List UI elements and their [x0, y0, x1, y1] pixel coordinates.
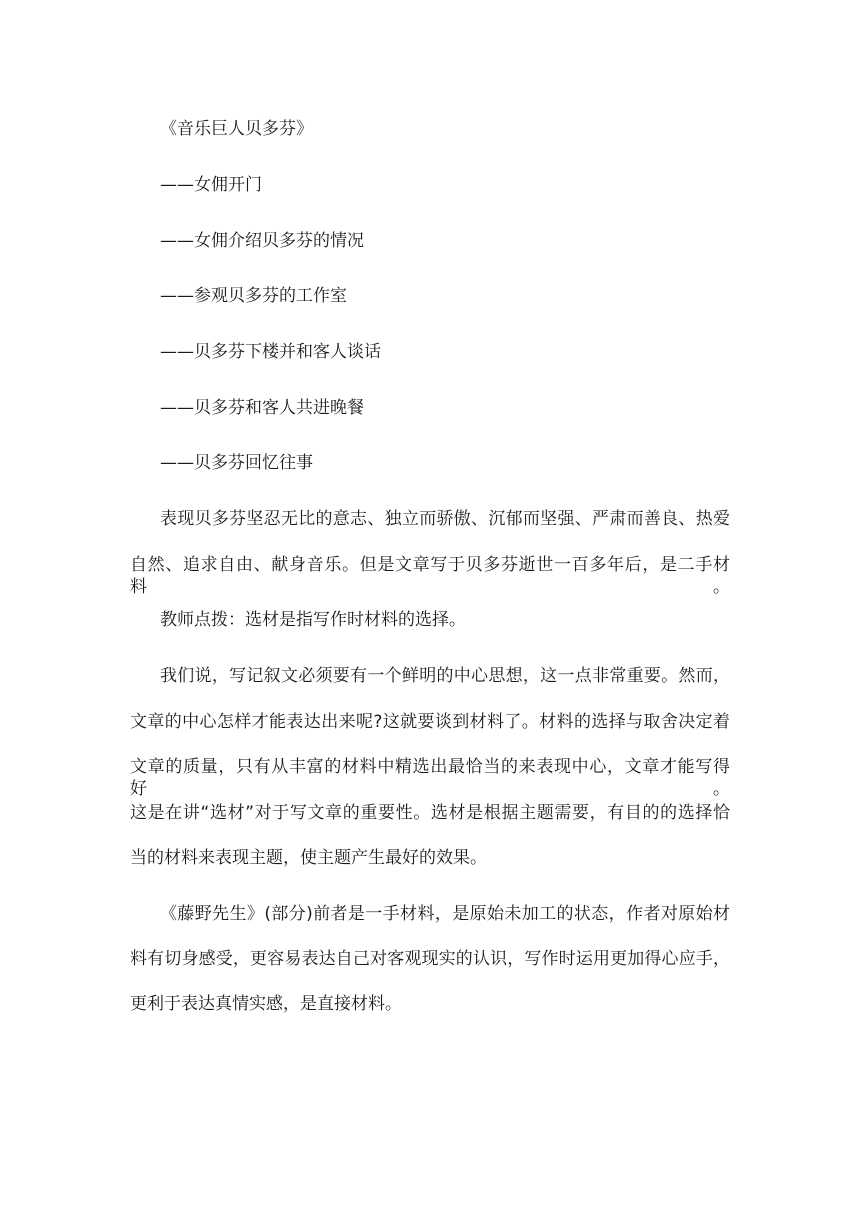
paragraph-line: 《藤野先生》(部分)前者是一手材料，是原始未加工的状态，作者对原始材	[160, 904, 730, 924]
paragraph-line: 表现贝多芬坚忍无比的意志、独立而骄傲、沉郁而坚强、严肃而善良、热爱	[160, 509, 730, 529]
paragraph-line: 文章的质量，只有从丰富的材料中精选出最恰当的来表现中心，文章才能写得好。	[130, 757, 730, 799]
paragraph-line: 文章的中心怎样才能表达出来呢?这就要谈到材料了。材料的选择与取舍决定着	[130, 712, 730, 732]
paragraph-line: 这是在讲“选材”对于写文章的重要性。选材是根据主题需要，有目的的选择恰	[130, 803, 730, 823]
paragraph-line: 我们说，写记叙文必须要有一个鲜明的中心思想，这一点非常重要。然而，	[160, 666, 730, 686]
outline-item: ——贝多芬下楼并和客人谈话	[160, 342, 381, 362]
paragraph-line: 当的材料来表现主题，使主题产生最好的效果。	[130, 848, 487, 868]
paragraph-line: 料有切身感受，更容易表达自己对客观现实的认识，写作时运用更加得心应手，	[130, 949, 730, 969]
outline-title: 《音乐巨人贝多芬》	[160, 119, 313, 139]
paragraph-line: 教师点拨：选材是指写作时材料的选择。	[160, 610, 466, 630]
outline-item: ——贝多芬回忆往事	[160, 453, 313, 473]
paragraph-line: 自然、追求自由、献身音乐。但是文章写于贝多芬逝世一百多年后，是二手材料。	[130, 555, 730, 597]
paragraph-line: 更利于表达真情实感，是直接材料。	[130, 994, 402, 1014]
outline-item: ——女佣开门	[160, 175, 262, 195]
outline-item: ——参观贝多芬的工作室	[160, 286, 347, 306]
outline-item: ——女佣介绍贝多芬的情况	[160, 231, 364, 251]
outline-item: ——贝多芬和客人共进晚餐	[160, 398, 364, 418]
